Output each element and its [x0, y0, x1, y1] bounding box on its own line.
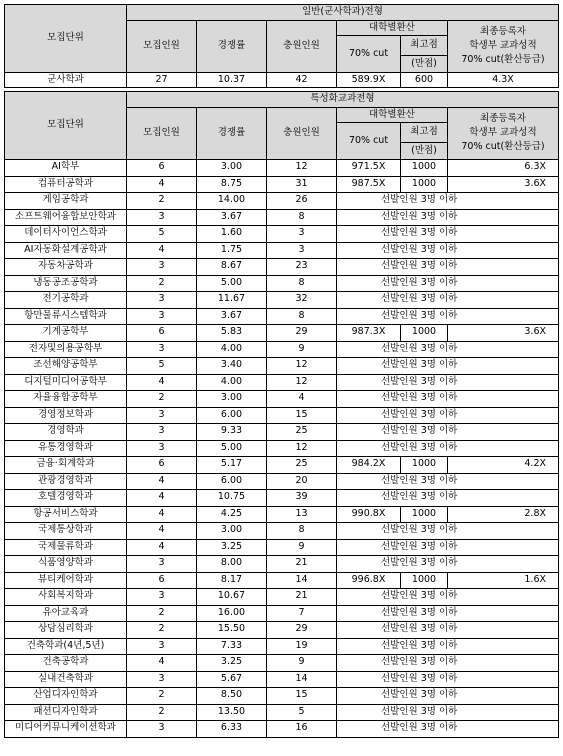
- row-competition: 5.67: [197, 671, 267, 688]
- table-row: [5, 440, 559, 457]
- row-quota: 5: [127, 226, 197, 243]
- row-unit: 미디어커뮤니케이션학과: [5, 721, 127, 738]
- row-note: 선발인원 3명 이하: [337, 688, 559, 705]
- row-unit: 데이터사이언스학과: [5, 226, 127, 243]
- row-max: 1000: [401, 572, 448, 589]
- row-unit: 조선해양공학부: [5, 358, 127, 375]
- row-unit: 자율융합공학부: [5, 391, 127, 408]
- row-quota: 4: [127, 242, 197, 259]
- row-total: 23: [267, 259, 337, 276]
- row-competition: 7.33: [197, 638, 267, 655]
- table-row: [5, 721, 559, 738]
- row-total: 13: [267, 506, 337, 523]
- row-total: 3: [267, 226, 337, 243]
- row-note: 선발인원 3명 이하: [337, 374, 559, 391]
- row-unit: 경영정보학과: [5, 407, 127, 424]
- row-note: 선발인원 3명 이하: [337, 704, 559, 721]
- table-row: [5, 176, 559, 193]
- row-quota: 6: [127, 457, 197, 474]
- header-converted: 대학별환산: [337, 21, 448, 36]
- row-quota: 3: [127, 589, 197, 606]
- header-final-line1: 최종등록자: [480, 26, 526, 38]
- header-cut70: 70% cut: [337, 36, 401, 73]
- table-row: [5, 341, 559, 358]
- row-unit: 게임공학과: [5, 193, 127, 210]
- header-final-line2: 학생부 교과성적: [469, 127, 537, 139]
- row-max: 1000: [401, 457, 448, 474]
- row-note: 선발인원 3명 이하: [337, 193, 559, 210]
- row-total: 14: [267, 671, 337, 688]
- row-competition: 15.50: [197, 622, 267, 639]
- row-quota: 2: [127, 622, 197, 639]
- row-quota: 2: [127, 193, 197, 210]
- row-note: 선발인원 3명 이하: [337, 341, 559, 358]
- row-quota: 4: [127, 539, 197, 556]
- row-grade: 4.2X: [448, 457, 559, 474]
- table-row: [5, 622, 559, 639]
- row-cut70: 996.8X: [337, 572, 401, 589]
- row-competition: 3.00: [197, 391, 267, 408]
- row-competition: 5.83: [197, 325, 267, 342]
- row-cut70: 987.5X: [337, 176, 401, 193]
- row-max: 1000: [401, 176, 448, 193]
- row-total: 12: [267, 160, 337, 177]
- header-quota: 모집인원: [127, 21, 197, 73]
- row-quota: 3: [127, 424, 197, 441]
- row-total: 16: [267, 721, 337, 738]
- row-quota: 4: [127, 523, 197, 540]
- row-quota: 4: [127, 473, 197, 490]
- row-grade: 4.3X: [448, 73, 559, 88]
- table-row: [5, 539, 559, 556]
- row-unit: 유통경영학과: [5, 440, 127, 457]
- table-row: [5, 275, 559, 292]
- row-note: 선발인원 3명 이하: [337, 292, 559, 309]
- header-total: 충원인원: [267, 21, 337, 73]
- row-cut70: 984.2X: [337, 457, 401, 474]
- header-final-line1: 최종등록자: [480, 113, 526, 125]
- table-row: [5, 374, 559, 391]
- row-unit: 냉동공조공학과: [5, 275, 127, 292]
- row-quota: 4: [127, 490, 197, 507]
- row-competition: 10.75: [197, 490, 267, 507]
- row-quota: 2: [127, 688, 197, 705]
- row-quota: 3: [127, 440, 197, 457]
- row-unit: 항공서비스학과: [5, 506, 127, 523]
- row-competition: 8.50: [197, 688, 267, 705]
- row-unit: 사회복지학과: [5, 589, 127, 606]
- row-total: 32: [267, 292, 337, 309]
- row-total: 31: [267, 176, 337, 193]
- header-max-sub: (만점): [401, 56, 448, 73]
- row-total: 26: [267, 193, 337, 210]
- row-unit: 호텔경영학과: [5, 490, 127, 507]
- row-competition: 16.00: [197, 605, 267, 622]
- row-unit: 국제물류학과: [5, 539, 127, 556]
- row-quota: 3: [127, 292, 197, 309]
- row-total: 9: [267, 539, 337, 556]
- table-row: [5, 572, 559, 589]
- row-unit: 군사학과: [5, 73, 127, 88]
- row-note: 선발인원 3명 이하: [337, 721, 559, 738]
- header-final: [448, 21, 559, 73]
- row-max: 1000: [401, 325, 448, 342]
- table-row: [5, 407, 559, 424]
- table-row: [5, 523, 559, 540]
- row-cut70: 987.3X: [337, 325, 401, 342]
- row-note: 선발인원 3명 이하: [337, 259, 559, 276]
- row-note: 선발인원 3명 이하: [337, 407, 559, 424]
- row-total: 9: [267, 655, 337, 672]
- row-quota: 4: [127, 176, 197, 193]
- row-competition: 11.67: [197, 292, 267, 309]
- table-row: [5, 226, 559, 243]
- row-note: 선발인원 3명 이하: [337, 473, 559, 490]
- row-unit: 식품영양학과: [5, 556, 127, 573]
- table-row: [5, 424, 559, 441]
- row-total: 19: [267, 638, 337, 655]
- row-note: 선발인원 3명 이하: [337, 275, 559, 292]
- row-competition: 5.17: [197, 457, 267, 474]
- row-note: 선발인원 3명 이하: [337, 556, 559, 573]
- row-total: 12: [267, 440, 337, 457]
- row-competition: 4.25: [197, 506, 267, 523]
- row-competition: 3.25: [197, 539, 267, 556]
- row-competition: 9.33: [197, 424, 267, 441]
- row-quota: 2: [127, 704, 197, 721]
- row-unit: 실내건축학과: [5, 671, 127, 688]
- row-note: 선발인원 3명 이하: [337, 523, 559, 540]
- row-unit: AI자동화설계공학과: [5, 242, 127, 259]
- header-cut70: 70% cut: [337, 123, 401, 160]
- row-unit: 전자및의용공학부: [5, 341, 127, 358]
- row-total: 25: [267, 424, 337, 441]
- row-unit: 자동차공학과: [5, 259, 127, 276]
- row-note: 선발인원 3명 이하: [337, 226, 559, 243]
- table-row: [5, 209, 559, 226]
- row-total: 8: [267, 209, 337, 226]
- header-competition: 경쟁률: [197, 108, 267, 160]
- row-total: 42: [267, 73, 337, 88]
- header-unit: 모집단위: [5, 92, 127, 160]
- row-competition: 1.75: [197, 242, 267, 259]
- specialized-admission-table: [4, 91, 559, 738]
- row-note: 선발인원 3명 이하: [337, 638, 559, 655]
- row-competition: 6.33: [197, 721, 267, 738]
- row-note: 선발인원 3명 이하: [337, 209, 559, 226]
- row-competition: 3.25: [197, 655, 267, 672]
- row-unit: 패션디자인학과: [5, 704, 127, 721]
- table-title: 특성화교과전형: [127, 92, 559, 108]
- row-quota: 3: [127, 308, 197, 325]
- row-note: 선발인원 3명 이하: [337, 490, 559, 507]
- row-quota: 6: [127, 325, 197, 342]
- row-note: 선발인원 3명 이하: [337, 391, 559, 408]
- row-total: 8: [267, 308, 337, 325]
- table-row: [5, 605, 559, 622]
- row-quota: 2: [127, 605, 197, 622]
- row-total: 29: [267, 325, 337, 342]
- row-quota: 3: [127, 209, 197, 226]
- row-competition: 6.00: [197, 407, 267, 424]
- row-quota: 5: [127, 358, 197, 375]
- row-total: 20: [267, 473, 337, 490]
- row-note: 선발인원 3명 이하: [337, 308, 559, 325]
- row-unit: 관광경영학과: [5, 473, 127, 490]
- row-quota: 3: [127, 341, 197, 358]
- row-unit: 건축공학과: [5, 655, 127, 672]
- row-total: 3: [267, 242, 337, 259]
- table-row: [5, 589, 559, 606]
- header-final-line2: 학생부 교과성적: [469, 40, 537, 52]
- row-competition: 8.17: [197, 572, 267, 589]
- row-competition: 8.67: [197, 259, 267, 276]
- row-quota: 6: [127, 572, 197, 589]
- row-competition: 13.50: [197, 704, 267, 721]
- row-total: 12: [267, 374, 337, 391]
- row-cut70: 971.5X: [337, 160, 401, 177]
- row-total: 12: [267, 358, 337, 375]
- row-competition: 10.67: [197, 589, 267, 606]
- row-note: 선발인원 3명 이하: [337, 440, 559, 457]
- table-row: [5, 457, 559, 474]
- row-quota: 3: [127, 556, 197, 573]
- row-competition: 10.37: [197, 73, 267, 88]
- row-unit: 항만물류시스템학과: [5, 308, 127, 325]
- row-total: 5: [267, 704, 337, 721]
- row-total: 14: [267, 572, 337, 589]
- row-total: 8: [267, 523, 337, 540]
- row-grade: 2.8X: [448, 506, 559, 523]
- row-total: 8: [267, 275, 337, 292]
- table-row: [5, 325, 559, 342]
- row-unit: 유아교육과: [5, 605, 127, 622]
- header-total: 충원인원: [267, 108, 337, 160]
- row-note: 선발인원 3명 이하: [337, 539, 559, 556]
- row-grade: 3.6X: [448, 176, 559, 193]
- header-final-line3: 70% cut(환산등급): [461, 140, 545, 152]
- row-total: 9: [267, 341, 337, 358]
- table-row: [5, 193, 559, 210]
- table-row: [5, 490, 559, 507]
- row-competition: 5.00: [197, 275, 267, 292]
- row-quota: 3: [127, 407, 197, 424]
- general-admission-table: [4, 4, 559, 88]
- table-row: [5, 358, 559, 375]
- row-total: 15: [267, 688, 337, 705]
- row-quota: 3: [127, 638, 197, 655]
- row-total: 7: [267, 605, 337, 622]
- row-note: 선발인원 3명 이하: [337, 605, 559, 622]
- row-quota: 2: [127, 391, 197, 408]
- row-total: 4: [267, 391, 337, 408]
- row-unit: 뷰티케어학과: [5, 572, 127, 589]
- row-quota: 4: [127, 506, 197, 523]
- row-total: 39: [267, 490, 337, 507]
- table-row: [5, 160, 559, 177]
- table-row: [5, 308, 559, 325]
- row-unit: AI학부: [5, 160, 127, 177]
- row-competition: 3.40: [197, 358, 267, 375]
- header-converted: 대학별환산: [337, 108, 448, 123]
- row-total: 25: [267, 457, 337, 474]
- row-total: 29: [267, 622, 337, 639]
- row-max: 1000: [401, 160, 448, 177]
- row-competition: 3.67: [197, 308, 267, 325]
- table-row: [5, 473, 559, 490]
- header-max: 최고점: [401, 36, 448, 56]
- row-competition: 3.67: [197, 209, 267, 226]
- row-unit: 디지털미디어공학부: [5, 374, 127, 391]
- row-competition: 8.75: [197, 176, 267, 193]
- header-unit: 모집단위: [5, 5, 127, 73]
- row-grade: 1.6X: [448, 572, 559, 589]
- table-row: [5, 671, 559, 688]
- row-note: 선발인원 3명 이하: [337, 655, 559, 672]
- row-quota: 27: [127, 73, 197, 88]
- row-quota: 4: [127, 374, 197, 391]
- row-unit: 컴퓨터공학과: [5, 176, 127, 193]
- row-total: 21: [267, 589, 337, 606]
- table-row: [5, 688, 559, 705]
- table-row: [5, 655, 559, 672]
- row-quota: 3: [127, 259, 197, 276]
- row-note: 선발인원 3명 이하: [337, 671, 559, 688]
- row-competition: 3.00: [197, 160, 267, 177]
- row-unit: 상담심리학과: [5, 622, 127, 639]
- row-max: 1000: [401, 506, 448, 523]
- row-unit: 건축학과(4년,5년): [5, 638, 127, 655]
- header-max-sub: (만점): [401, 143, 448, 160]
- row-competition: 6.00: [197, 473, 267, 490]
- row-grade: 3.6X: [448, 325, 559, 342]
- row-quota: 6: [127, 160, 197, 177]
- table-row: [5, 242, 559, 259]
- table-row: [5, 638, 559, 655]
- row-competition: 14.00: [197, 193, 267, 210]
- row-competition: 4.00: [197, 341, 267, 358]
- row-note: 선발인원 3명 이하: [337, 358, 559, 375]
- row-quota: 3: [127, 721, 197, 738]
- row-note: 선발인원 3명 이하: [337, 424, 559, 441]
- row-unit: 소프트웨어융합보안학과: [5, 209, 127, 226]
- header-final-line3: 70% cut(환산등급): [461, 53, 545, 65]
- row-quota: 4: [127, 655, 197, 672]
- table-row: [5, 259, 559, 276]
- row-unit: 산업디자인학과: [5, 688, 127, 705]
- row-competition: 1.60: [197, 226, 267, 243]
- row-unit: 전기공학과: [5, 292, 127, 309]
- table-row: [5, 292, 559, 309]
- header-quota: 모집인원: [127, 108, 197, 160]
- table-row: [5, 391, 559, 408]
- row-cut70: 990.8X: [337, 506, 401, 523]
- row-unit: 경영학과: [5, 424, 127, 441]
- table-row: [5, 704, 559, 721]
- row-quota: 2: [127, 275, 197, 292]
- table-row: [5, 556, 559, 573]
- header-final: [448, 108, 559, 160]
- row-note: 선발인원 3명 이하: [337, 622, 559, 639]
- table-row: [5, 506, 559, 523]
- row-total: 21: [267, 556, 337, 573]
- row-competition: 8.00: [197, 556, 267, 573]
- row-competition: 4.00: [197, 374, 267, 391]
- header-max: 최고점: [401, 123, 448, 143]
- row-competition: 3.00: [197, 523, 267, 540]
- row-unit: 기계공학부: [5, 325, 127, 342]
- header-competition: 경쟁률: [197, 21, 267, 73]
- row-cut70: 589.9X: [337, 73, 401, 88]
- row-grade: 6.3X: [448, 160, 559, 177]
- row-max: 600: [401, 73, 448, 88]
- table-title: 일반(군사학과)전형: [127, 5, 559, 21]
- row-total: 15: [267, 407, 337, 424]
- row-competition: 5.00: [197, 440, 267, 457]
- row-unit: 국제통상학과: [5, 523, 127, 540]
- row-unit: 금융·회계학과: [5, 457, 127, 474]
- row-quota: 3: [127, 671, 197, 688]
- row-note: 선발인원 3명 이하: [337, 589, 559, 606]
- row-note: 선발인원 3명 이하: [337, 242, 559, 259]
